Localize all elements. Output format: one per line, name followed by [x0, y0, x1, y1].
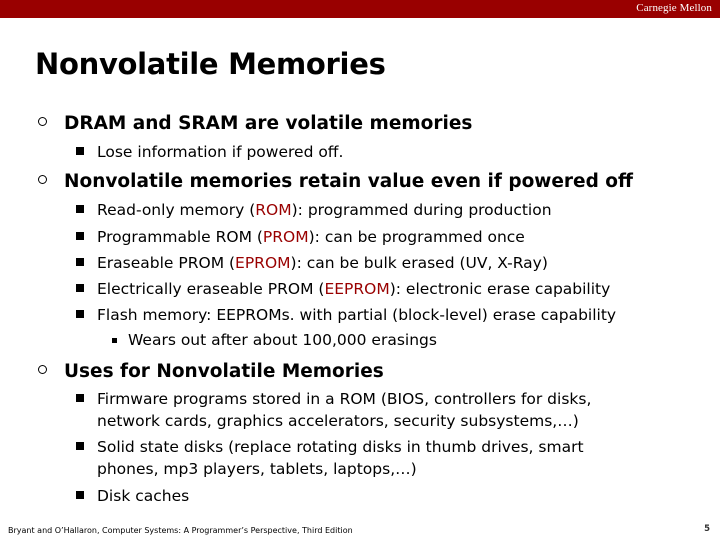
sub-bullet-line-2: network cards, graphics accelerators, security subsystems,…)	[97, 412, 579, 430]
sub-bullet-text: Disk caches	[97, 487, 190, 505]
sub-bullet-line-2: phones, mp3 players, tablets, laptops,…)	[97, 460, 417, 478]
sub-bullet-text: Lose information if powered off.	[97, 143, 344, 161]
sub-bullet-line-1: Solid state disks (replace rotating disks in thumb drives, smart	[97, 438, 584, 456]
sub-bullet-eprom	[97, 251, 548, 275]
square-bullet-icon	[76, 205, 84, 213]
small-square-bullet-icon	[112, 338, 117, 343]
sub-bullet-text: Flash memory: EEPROMs. with partial (block-level) erase capability	[97, 306, 617, 324]
text-part: Eraseable PROM (	[97, 254, 236, 272]
slide-title: Nonvolatile Memories	[35, 47, 386, 81]
bullet-text: Nonvolatile memories retain value even if powered off	[64, 171, 633, 192]
footer-citation: Bryant and O’Hallaron, Computer Systems: A Programmer’s Perspective, Third Edition	[8, 526, 353, 535]
square-bullet-icon	[76, 147, 84, 155]
sub-bullet-line-1: Firmware programs stored in a ROM (BIOS, controllers for disks,	[97, 390, 592, 408]
square-bullet-icon	[76, 442, 84, 450]
text-part: Programmable ROM (	[97, 228, 263, 246]
hollow-circle-bullet-icon	[38, 117, 47, 126]
sub-bullet-prom	[97, 225, 525, 249]
term-rom: ROM	[255, 201, 292, 219]
square-bullet-icon	[76, 310, 84, 318]
bullet-nonvolatile	[64, 171, 633, 192]
text-part: Read-only memory (	[97, 201, 256, 219]
hollow-circle-bullet-icon	[38, 175, 47, 184]
sub-bullet-rom	[97, 198, 552, 222]
square-bullet-icon	[76, 258, 84, 266]
square-bullet-icon	[76, 284, 84, 292]
page-number: 5	[704, 524, 710, 534]
sub-bullet-eeprom	[97, 277, 610, 301]
hollow-circle-bullet-icon	[38, 365, 47, 374]
text-part: ): can be bulk erased (UV, X-Ray)	[290, 254, 548, 272]
text-part: ): electronic erase capability	[389, 280, 611, 298]
sub-bullet-ssd	[97, 436, 584, 480]
sub-bullet-firmware	[97, 388, 591, 432]
term-eeprom: EEPROM	[324, 280, 390, 298]
sub-bullet-lose-info	[97, 140, 343, 164]
bullet-uses	[64, 361, 384, 382]
bullet-text: Uses for Nonvolatile Memories	[64, 361, 384, 382]
text-part: ): can be programmed once	[308, 228, 525, 246]
square-bullet-icon	[76, 394, 84, 402]
square-bullet-icon	[76, 491, 84, 499]
square-bullet-icon	[76, 232, 84, 240]
brand-label: Carnegie Mellon	[636, 2, 712, 14]
bullet-volatile	[64, 113, 472, 134]
bullet-text: DRAM and SRAM are volatile memories	[64, 113, 473, 134]
term-eprom: EPROM	[235, 254, 291, 272]
sub-bullet-flash	[97, 303, 616, 327]
text-part: Electrically eraseable PROM (	[97, 280, 325, 298]
text-part: ): programmed during production	[291, 201, 552, 219]
subsub-bullet-wear	[128, 331, 437, 349]
sub-bullet-disk-caches	[97, 484, 189, 508]
term-prom: PROM	[262, 228, 309, 246]
header-bar	[0, 0, 720, 18]
subsub-bullet-text: Wears out after about 100,000 erasings	[128, 331, 437, 349]
